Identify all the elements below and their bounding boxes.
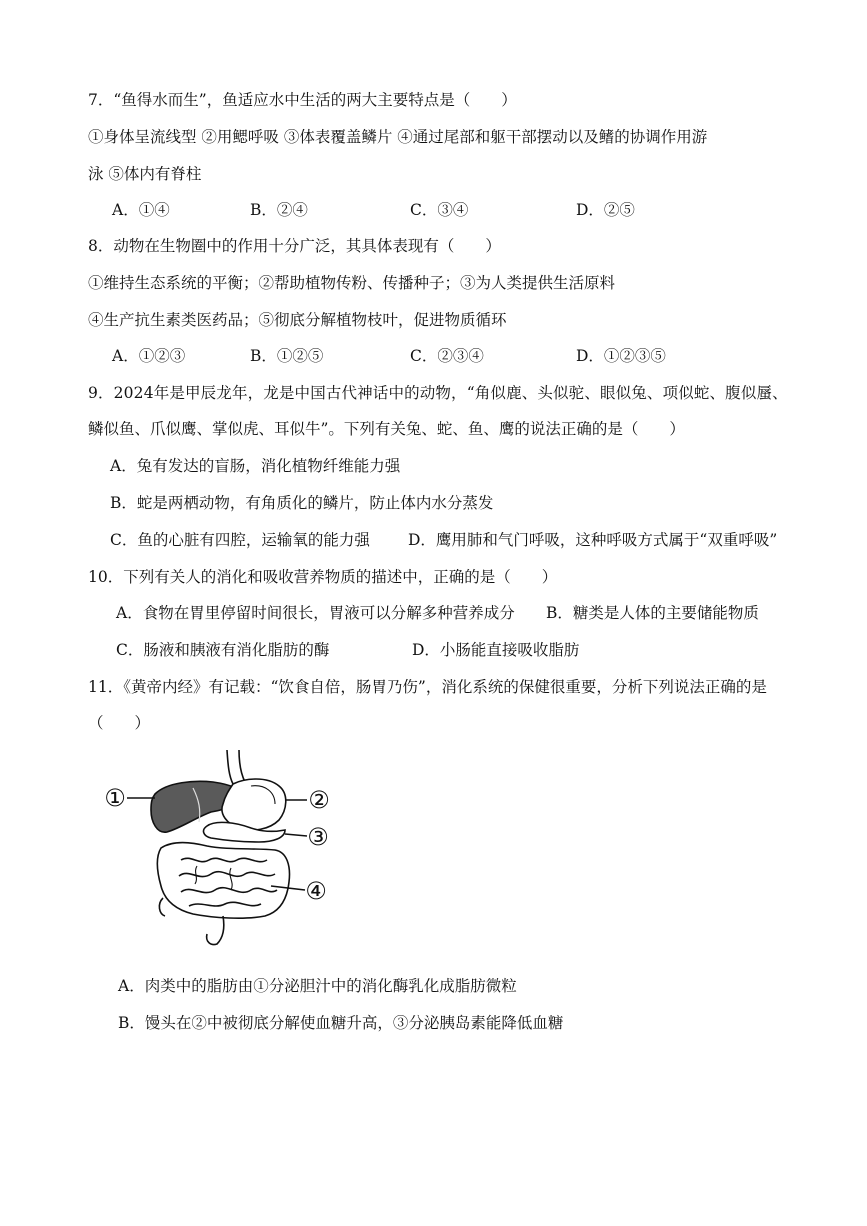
q7-statements-line2: 泳 ⑤体内有脊柱 [88, 165, 202, 183]
q11-stem: 11．《黄帝内经》有记载：“饮食自倍，肠胃乃伤”，消化系统的保健很重要，分析下列说法正确的是 [88, 678, 767, 696]
q8-statements-line1: ①维持生态系统的平衡；②帮助植物传粉、传播种子；③为人类提供生活原料 [88, 274, 616, 292]
q7-stem: 7．“鱼得水而生”，鱼适应水中生活的两大主要特点是（ ） [88, 91, 517, 109]
q10-stem: 10．下列有关人的消化和吸收营养物质的描述中，正确的是（ ） [88, 568, 558, 586]
q7-option-d: D．②⑤ [576, 201, 635, 219]
q11-option-b: B．馒头在②中被彻底分解使血糖升高，③分泌胰岛素能降低血糖 [118, 1014, 564, 1032]
q8-option-c: C．②③④ [410, 347, 484, 365]
digestive-system-diagram [95, 748, 345, 948]
label-4: ④ [305, 877, 327, 905]
q10-option-a: A．食物在胃里停留时间很长，胃液可以分解多种营养成分 [116, 604, 515, 622]
q10-option-b: B．糖类是人体的主要储能物质 [546, 604, 759, 622]
q9-option-b: B．蛇是两栖动物，有角质化的鳞片，防止体内水分蒸发 [110, 494, 494, 512]
q11-answer-parentheses: （ ） [88, 714, 151, 732]
q10-option-c: C．肠液和胰液有消化脂肪的酶 [116, 641, 330, 659]
q7-option-c: C．③④ [410, 201, 469, 219]
label-2: ② [308, 786, 330, 814]
q9-option-c: C．鱼的心脏有四腔，运输氧的能力强 [110, 531, 370, 549]
q10-option-d: D．小肠能直接吸收脂肪 [412, 641, 580, 659]
q11-option-a: A．肉类中的脂肪由①分泌胆汁中的消化酶乳化成脂肪微粒 [118, 977, 517, 995]
q7-statements-line1: ①身体呈流线型 ②用鳃呼吸 ③体表覆盖鳞片 ④通过尾部和躯干部摆动以及鳍的协调作用游 [88, 128, 708, 146]
q7-option-a: A．①④ [112, 201, 170, 219]
q8-stem: 8．动物在生物圈中的作用十分广泛，其具体表现有（ ） [88, 237, 501, 255]
q8-statements-line2: ④生产抗生素类医药品；⑤彻底分解植物枝叶，促进物质循环 [88, 311, 507, 329]
q8-option-d: D．①②③⑤ [576, 347, 666, 365]
q9-option-d: D．鹰用肺和气门呼吸，这种呼吸方式属于“双重呼吸” [408, 531, 778, 549]
q9-stem-line2: 鳞似鱼、爪似鹰、掌似虎、耳似牛”。下列有关兔、蛇、鱼、鹰的说法正确的是（ ） [88, 420, 685, 438]
q8-option-a: A．①②③ [112, 347, 186, 365]
q7-option-b: B．②④ [250, 201, 308, 219]
label-3: ③ [307, 823, 329, 851]
q9-option-a: A．兔有发达的盲肠，消化植物纤维能力强 [110, 457, 401, 475]
q9-stem-line1: 9．2024年是甲辰龙年，龙是中国古代神话中的动物，“角似鹿、头似驼、眼似兔、项似蛇、腹似蜃、 [88, 384, 788, 402]
q8-option-b: B．①②⑤ [250, 347, 324, 365]
intestine-shape [157, 843, 289, 919]
label-1: ① [104, 784, 126, 812]
